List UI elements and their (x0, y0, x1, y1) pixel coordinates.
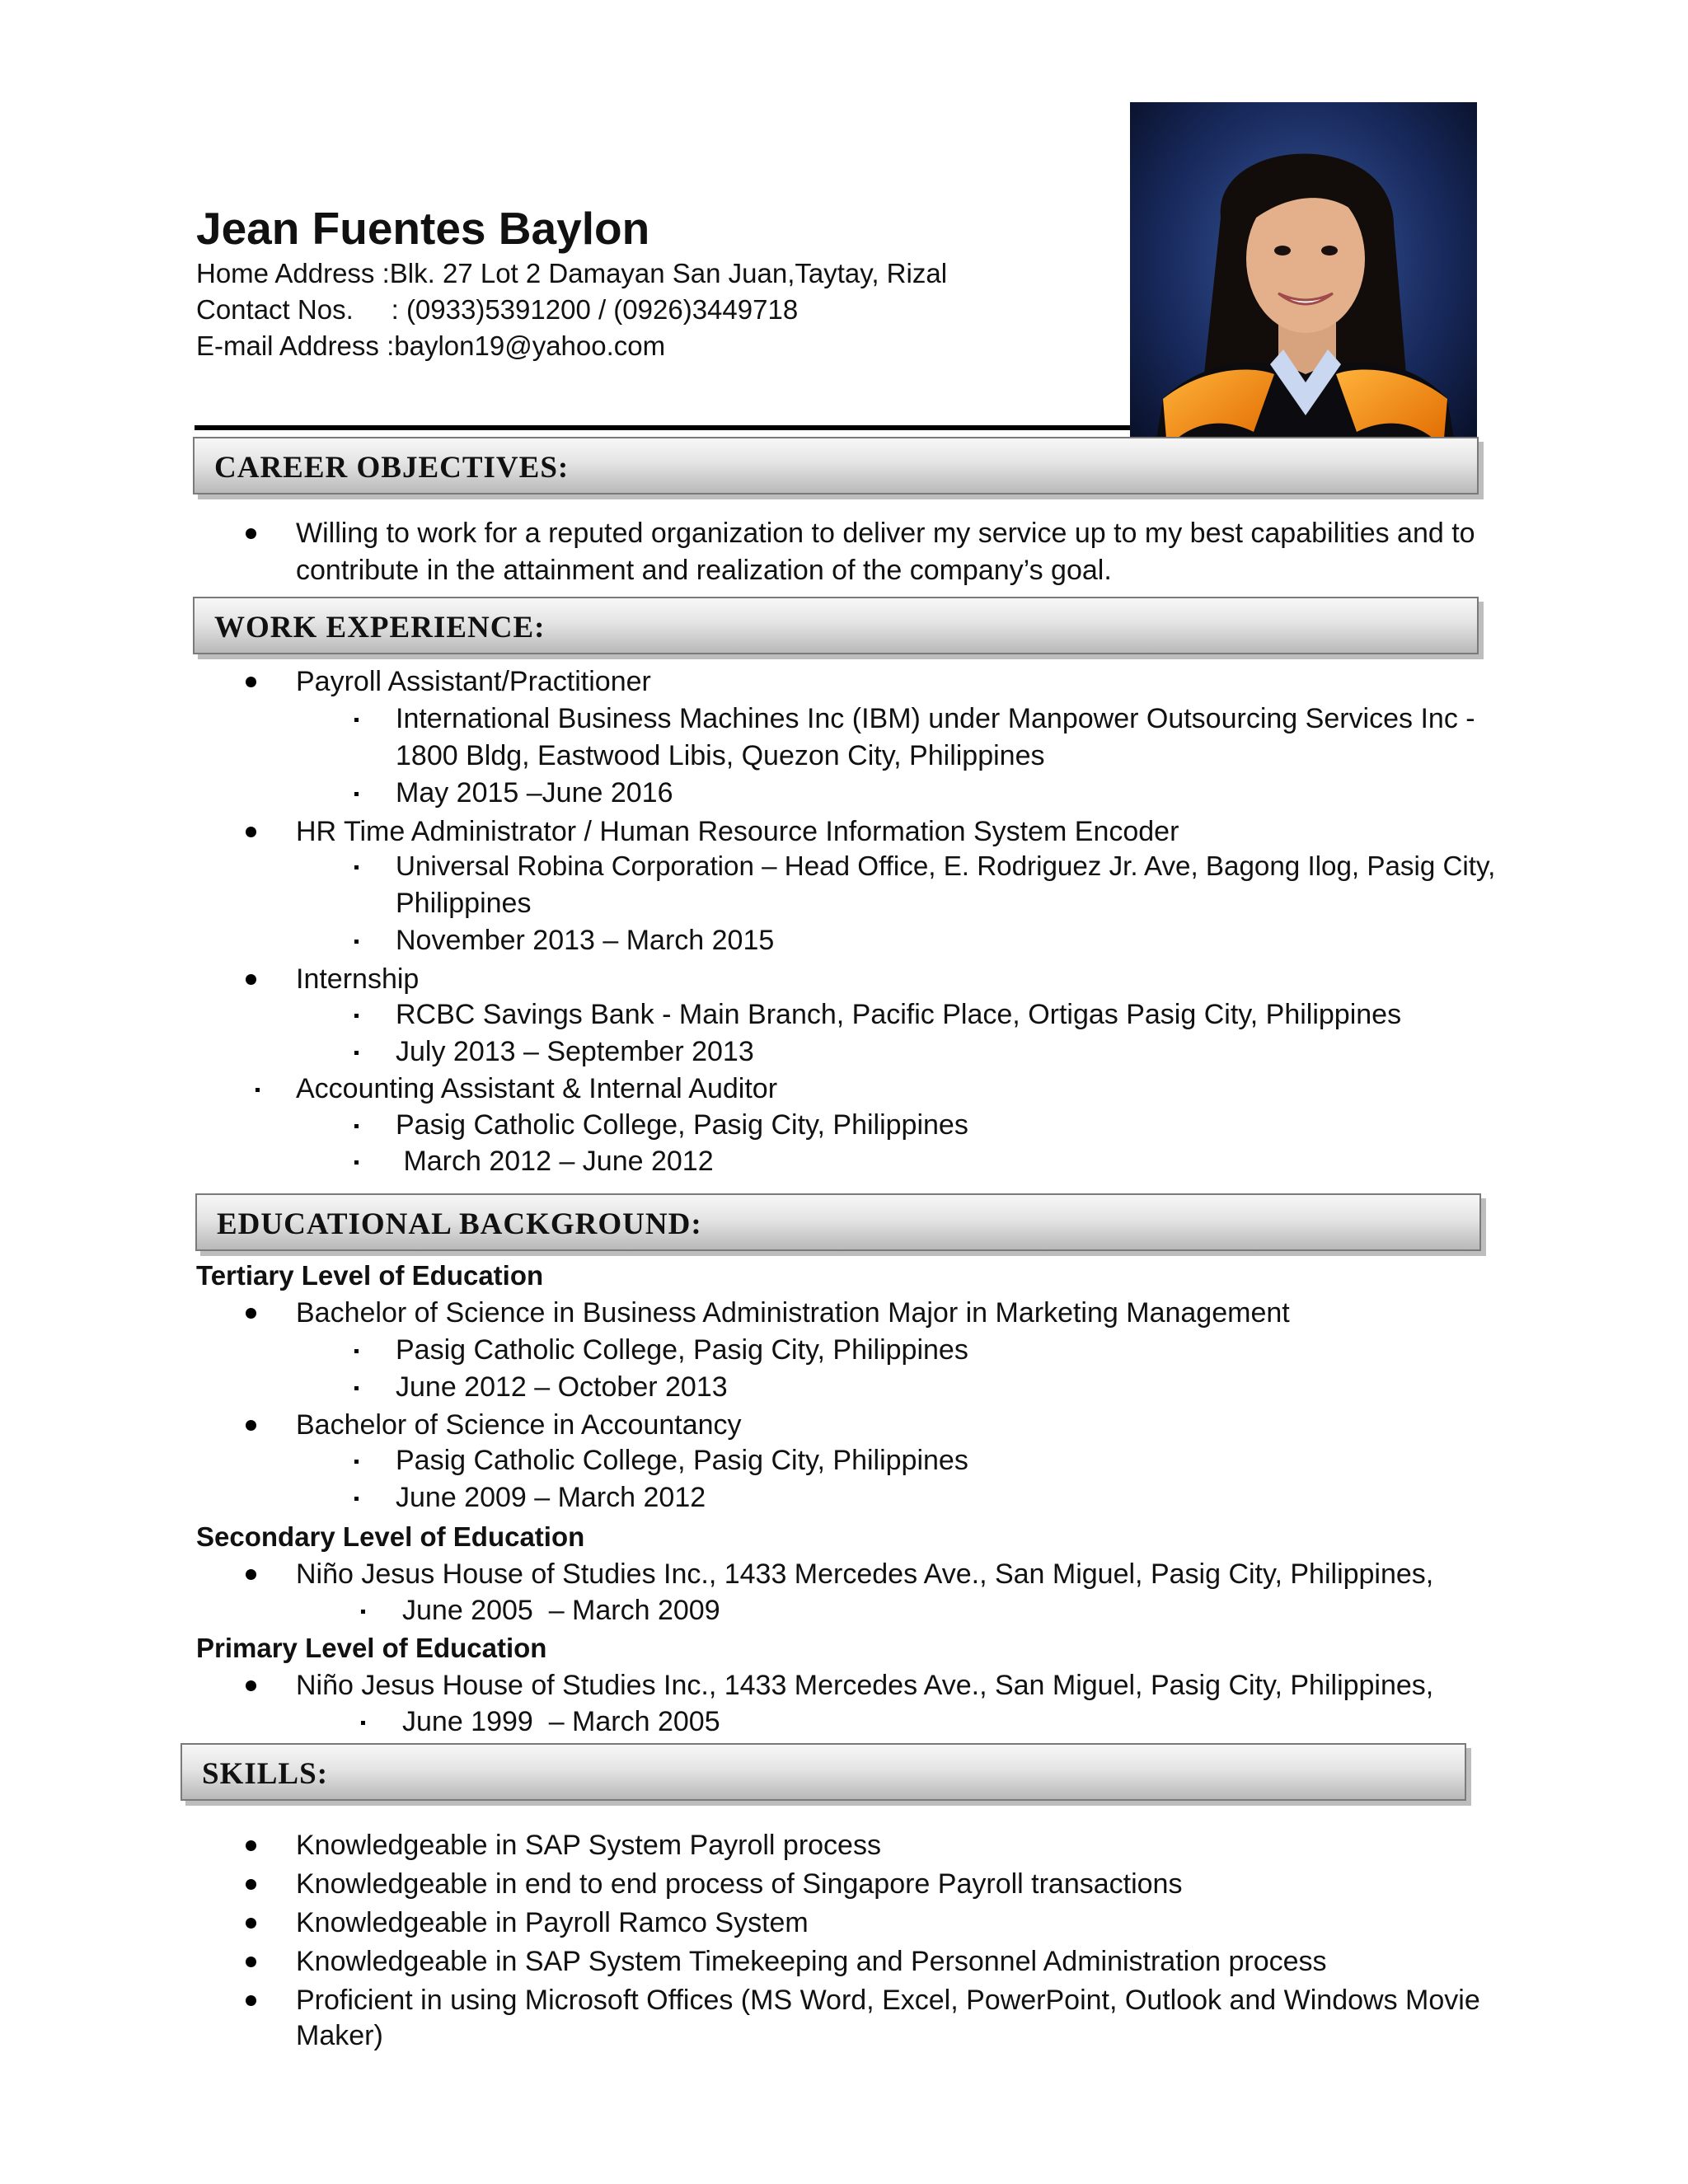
email-address (196, 328, 665, 364)
bullet-disc (246, 1420, 256, 1431)
bullet-dot (354, 1460, 359, 1464)
bullet-disc (246, 827, 256, 837)
bullet-dot (354, 1349, 359, 1353)
bullet-disc (246, 677, 256, 687)
skill-item: Knowledgeable in SAP System Timekeeping and Personnel Administration process (296, 1946, 1327, 1977)
education-title: EDUCATIONAL BACKGROUND: (217, 1207, 702, 1241)
primary-school: Niño Jesus House of Studies Inc., 1433 Mercedes Ave., San Miguel, Pasig City, Philippines, (296, 1670, 1434, 1701)
bullet-dot (354, 1386, 359, 1390)
bullet-disc (246, 1680, 256, 1691)
skills-header (181, 1743, 1466, 1801)
primary-dates: June 1999 – March 2005 (402, 1706, 720, 1737)
email-label: E-mail Address : (196, 330, 395, 361)
skill-item-continuation: Maker) (296, 2020, 383, 2051)
tertiary-heading: Tertiary Level of Education (196, 1260, 544, 1291)
job-title: Payroll Assistant/Practitioner (296, 666, 651, 697)
contact-numbers-value: (0933)5391200 / (0926)3449718 (406, 294, 799, 325)
job-dates: July 2013 – September 2013 (396, 1036, 754, 1067)
header-divider (195, 425, 1142, 430)
degree-school: Pasig Catholic College, Pasig City, Philippines (396, 1445, 968, 1476)
email-value: baylon19@yahoo.com (394, 330, 666, 361)
bullet-disc (246, 1840, 256, 1851)
bullet-dot (256, 1088, 260, 1092)
career-objective-line: contribute in the attainment and realization of the company’s goal. (296, 555, 1112, 586)
bullet-disc (246, 1569, 256, 1580)
secondary-heading: Secondary Level of Education (196, 1521, 585, 1552)
bullet-dot (354, 1160, 359, 1165)
skills-title: SKILLS: (202, 1757, 329, 1791)
skill-item: Knowledgeable in end to end process of Singapore Payroll transactions (296, 1868, 1183, 1900)
bullet-disc (246, 528, 256, 539)
career-objectives-header (193, 437, 1479, 494)
career-objectives-title: CAREER OBJECTIVES: (214, 451, 570, 485)
bullet-dot (354, 1124, 359, 1128)
secondary-school: Niño Jesus House of Studies Inc., 1433 Mercedes Ave., San Miguel, Pasig City, Philippines, (296, 1558, 1434, 1590)
degree-title: Bachelor of Science in Business Administration Major in Marketing Management (296, 1297, 1290, 1329)
bullet-dot (354, 718, 359, 722)
bullet-dot (354, 1014, 359, 1018)
home-address-value: Blk. 27 Lot 2 Damayan San Juan,Taytay, Rizal (389, 258, 948, 288)
bullet-dot (361, 1610, 365, 1614)
job-dates: March 2012 – June 2012 (396, 1146, 714, 1177)
job-title: HR Time Administrator / Human Resource Information System Encoder (296, 816, 1179, 847)
bullet-disc (246, 1308, 256, 1319)
contact-numbers (196, 292, 798, 328)
job-detail: RCBC Savings Bank - Main Branch, Pacific Place, Ortigas Pasig City, Philippines (396, 999, 1402, 1030)
degree-title: Bachelor of Science in Accountancy (296, 1409, 742, 1441)
bullet-disc (246, 1918, 256, 1929)
work-experience-title: WORK EXPERIENCE: (214, 611, 546, 644)
primary-heading: Primary Level of Education (196, 1633, 547, 1663)
degree-school: Pasig Catholic College, Pasig City, Philippines (396, 1334, 968, 1366)
bullet-disc (246, 1957, 256, 1967)
bullet-disc (246, 1995, 256, 2006)
job-dates: November 2013 – March 2015 (396, 925, 775, 956)
bullet-dot (361, 1721, 365, 1725)
job-detail: Universal Robina Corporation – Head Office, E. Rodriguez Jr. Ave, Bagong Ilog, Pasig City, (396, 851, 1496, 882)
home-address (196, 255, 947, 292)
job-detail: Pasig Catholic College, Pasig City, Philippines (396, 1109, 968, 1141)
job-title: Internship (296, 963, 420, 995)
bullet-dot (354, 1497, 359, 1501)
secondary-dates: June 2005 – March 2009 (402, 1595, 720, 1626)
education-header (195, 1193, 1481, 1251)
skill-item: Knowledgeable in Payroll Ramco System (296, 1907, 809, 1938)
job-detail: International Business Machines Inc (IBM) under Manpower Outsourcing Services Inc - (396, 703, 1475, 734)
bullet-dot (354, 792, 359, 796)
work-experience-header (193, 597, 1479, 654)
career-objective-line: Willing to work for a reputed organization to deliver my service up to my best capabilities and to (296, 518, 1475, 549)
applicant-name: Jean Fuentes Baylon (196, 203, 650, 254)
degree-dates: June 2009 – March 2012 (396, 1482, 706, 1513)
skill-item: Proficient in using Microsoft Offices (MS Word, Excel, PowerPoint, Outlook and Windows Movie (296, 1985, 1480, 2016)
bullet-dot (354, 1051, 359, 1055)
home-address-label: Home Address : (196, 258, 390, 288)
job-title: Accounting Assistant & Internal Auditor (296, 1073, 778, 1104)
job-dates: May 2015 –June 2016 (396, 777, 673, 808)
bullet-disc (246, 1879, 256, 1890)
bullet-disc (246, 974, 256, 985)
job-detail: Philippines (396, 888, 532, 919)
degree-dates: June 2012 – October 2013 (396, 1371, 728, 1403)
bullet-dot (354, 865, 359, 869)
job-detail: 1800 Bldg, Eastwood Libis, Quezon City, Philippines (396, 740, 1045, 771)
skill-item: Knowledgeable in SAP System Payroll process (296, 1830, 881, 1861)
contact-numbers-label: Contact Nos. : (196, 294, 406, 325)
bullet-dot (354, 940, 359, 944)
